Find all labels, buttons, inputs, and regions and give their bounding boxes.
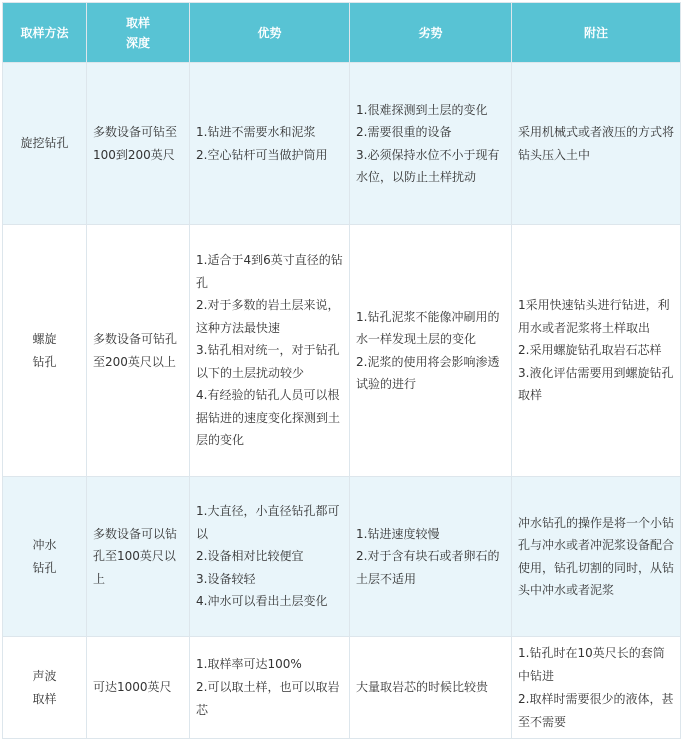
- advantages-cell: [190, 477, 350, 637]
- advantages-cell: [190, 225, 350, 477]
- list-item: 1.大直径，小直径钻孔都可以: [196, 504, 340, 541]
- table-row: [3, 477, 681, 637]
- notes-cell: [512, 63, 681, 225]
- advantages-cell: [190, 637, 350, 739]
- method-text: 螺旋 钻孔: [32, 332, 57, 369]
- method-text: 冲水 钻孔: [32, 538, 57, 575]
- disadvantages-cell: [350, 637, 512, 739]
- list-item: 2.取样时需要很少的液体，甚至不需要: [518, 691, 674, 729]
- header-notes: 附注: [512, 3, 681, 63]
- sampling-methods-table: [2, 2, 681, 739]
- list-item: 大量取岩芯的时候比较贵: [356, 680, 489, 694]
- depth-cell: 多数设备可钻至100到200英尺: [87, 63, 190, 225]
- list-item: 2.采用螺旋钻孔取岩石芯样: [518, 343, 662, 358]
- disadvantages-cell: [350, 477, 512, 637]
- list-item: 4.冲水可以看出土层变化: [196, 594, 328, 609]
- list-item: 2.设备相对比较便宜: [196, 549, 304, 564]
- list-item: 冲水钻孔的操作是将一个小钻孔与冲水或者冲泥浆设备配合使用，钻孔切割的同时，从钻头中冲水或者泥浆: [518, 515, 675, 597]
- notes-cell: [512, 637, 681, 739]
- list-item: 3.设备较轻: [196, 571, 256, 586]
- method-cell: [3, 477, 87, 637]
- list-item: 2.可以取土样，也可以取岩芯: [196, 680, 340, 717]
- notes-cell: [512, 477, 681, 637]
- list-item: 2.泥浆的使用将会影响渗透试验的进行: [356, 354, 500, 391]
- list-item: 2.需要很重的设备: [356, 125, 452, 139]
- method-text: 旋挖钻孔: [20, 136, 69, 151]
- list-item: 1.钻进速度较慢: [356, 526, 440, 541]
- table-row: [3, 637, 681, 739]
- header-disadvantages: 劣势: [350, 3, 512, 63]
- list-item: 2.空心钻杆可当做护筒用: [196, 147, 328, 162]
- list-item: 1采用快速钻头进行钻进，利用水或者泥浆将土样取出: [518, 298, 670, 335]
- header-row: [3, 3, 681, 63]
- list-item: 采用机械式或者液压的方式将钻头压入土中: [518, 125, 675, 162]
- header-depth: [87, 3, 190, 63]
- disadvantages-cell: [350, 225, 512, 477]
- depth-cell: 多数设备可钻孔至200英尺以上: [87, 225, 190, 477]
- list-item: 1.钻进不需要水和泥浆: [196, 125, 316, 139]
- header-method: 取样方法: [3, 3, 87, 63]
- list-item: 1.适合于4到6英寸直径的钻孔: [196, 253, 343, 290]
- list-item: 3.钻孔相对统一，对于钻孔以下的土层扰动较少: [196, 343, 340, 380]
- list-item: 1.取样率可达100%: [196, 657, 302, 671]
- list-item: 4.有经验的钻孔人员可以根据钻进的速度变化探测到土层的变化: [196, 388, 341, 448]
- list-item: 1.钻孔泥浆不能像冲刷用的水一样发现土层的变化: [356, 309, 500, 346]
- list-item: 1.很难探测到土层的变化: [356, 102, 488, 117]
- disadvantages-cell: [350, 63, 512, 225]
- list-item: 3.液化评估需要用到螺旋钻孔取样: [518, 365, 674, 403]
- depth-cell: 多数设备可以钻孔至100英尺以上: [87, 477, 190, 637]
- method-text: 声波 取样: [32, 668, 57, 706]
- method-cell: [3, 637, 87, 739]
- method-cell: [3, 63, 87, 225]
- header-advantages: 优势: [190, 3, 350, 63]
- method-cell: [3, 225, 87, 477]
- list-item: 2.对于多数的岩土层来说，这种方法最快速: [196, 298, 340, 335]
- table-row: [3, 225, 681, 477]
- header-depth-text: 取样 深度: [125, 15, 150, 50]
- list-item: 2.对于含有块石或者卵石的土层不适用: [356, 549, 500, 586]
- depth-cell: 可达1000英尺: [87, 637, 190, 739]
- advantages-cell: [190, 63, 350, 225]
- list-item: 1.钻孔时在10英尺长的套筒中钻进: [518, 645, 665, 683]
- notes-cell: [512, 225, 681, 477]
- table-row: [3, 63, 681, 225]
- list-item: 3.必须保持水位不小于现有水位，以防止土样扰动: [356, 147, 500, 184]
